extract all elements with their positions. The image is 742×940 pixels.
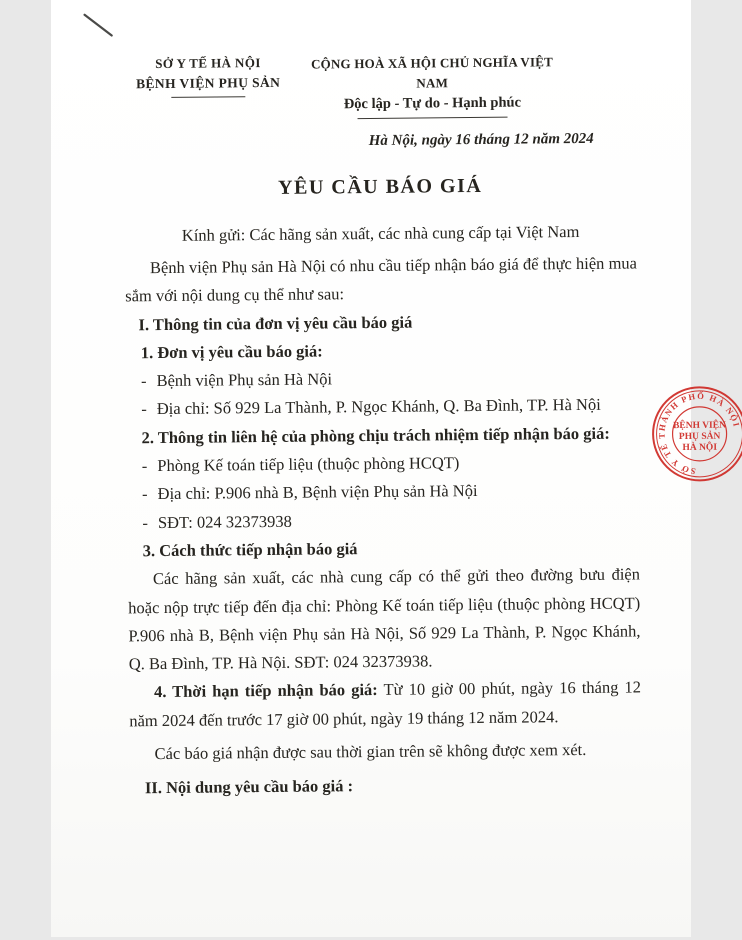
bullet-dash: - bbox=[141, 399, 147, 419]
national-title: CỘNG HOÀ XÃ HỘI CHỦ NGHĨA VIỆT NAM bbox=[310, 54, 554, 91]
list-item-text: Địa chỉ: P.906 nhà B, Bệnh viện Phụ sản Hà Nội bbox=[157, 481, 478, 504]
org-underline bbox=[171, 96, 245, 98]
sub-4-text: Từ 10 giờ 00 phút, ngày 16 tháng 12 năm 2024 đến trước 17 giờ 00 phút, ngày 19 tháng 12 năm 2024. bbox=[129, 677, 642, 731]
document-body bbox=[124, 171, 642, 803]
list-item bbox=[126, 391, 638, 424]
deadline-note: Các báo giá nhận được sau thời gian trên sẽ không được xem xét. bbox=[154, 739, 587, 764]
sub-2-heading: 2. Thông tin liên hệ của phòng chịu trách nhiệm tiếp nhận báo giá: bbox=[141, 423, 610, 447]
sub-4-paragraph bbox=[129, 674, 642, 736]
scan-tilt-wrapper bbox=[47, 0, 742, 940]
stamp-center-line2: PHỤ SẢN bbox=[678, 431, 721, 443]
sub-3-heading: 3. Cách thức tiếp nhận báo giá bbox=[142, 539, 358, 561]
section-1-heading: I. Thông tin của đơn vị yêu cầu báo giá bbox=[138, 312, 413, 334]
intro-paragraph: Bệnh viện Phụ sản Hà Nội có nhu cầu tiếp nhận báo giá để thực hiện mua sắm với nội dung cụ thể như sau: bbox=[125, 253, 638, 306]
date-place-line: Hà Nội, ngày 16 tháng 12 năm 2024 bbox=[368, 130, 594, 150]
pen-mark bbox=[75, 8, 125, 48]
issuing-org-block bbox=[88, 52, 328, 98]
sub-1-heading: 1. Đơn vị yêu cầu báo giá: bbox=[140, 341, 323, 363]
sub-3-paragraph: Các hãng sản xuất, các nhà cung cấp có thể gửi theo đường bưu điện hoặc nộp trực tiếp đến địa chỉ: Phòng Kế toán tiếp liệu (thuộc phòng HCQT) P.906 nhà B, Bệnh viện Phụ sản Hà Nội, Số 929 La Thành, P. Ngọc Khánh, Q. Ba Đình, TP. Hà Nội. SĐT: 024 32373938. bbox=[128, 564, 641, 674]
list-item-text: Phòng Kế toán tiếp liệu (thuộc phòng HCQT) bbox=[157, 453, 460, 476]
hospital-seal-stamp bbox=[644, 378, 742, 489]
bullet-dash: - bbox=[142, 484, 148, 504]
list-item-text: SĐT: 024 32373938 bbox=[157, 511, 292, 532]
bullet-dash: - bbox=[140, 371, 147, 391]
bullet-dash: - bbox=[142, 512, 148, 532]
stamp-center-line1: BỆNH VIỆN bbox=[673, 420, 726, 432]
document-title: YÊU CẦU BÁO GIÁ bbox=[278, 174, 483, 199]
stamp-center-line3: HÀ NỘI bbox=[682, 442, 718, 454]
stamp-ring-text: SỞ Y TẾ THÀNH PHỐ HÀ NỘI bbox=[656, 390, 742, 477]
list-item-text: Bệnh viện Phụ sản Hà Nội bbox=[156, 369, 333, 391]
bullet-dash: - bbox=[141, 456, 148, 476]
salutation-line: Kính gửi: Các hãng sản xuất, các nhà cung cấp tại Việt Nam bbox=[181, 221, 580, 245]
org-department: SỞ Y TẾ HÀ NỘI bbox=[155, 55, 261, 72]
list-item-text: Địa chỉ: Số 929 La Thành, P. Ngọc Khánh, Q. Ba Đình, TP. Hà Nội bbox=[156, 395, 601, 419]
sub-4-heading: 4. Thời hạn tiếp nhận báo giá: bbox=[153, 680, 378, 702]
national-motto-block bbox=[298, 52, 567, 120]
motto-underline bbox=[358, 117, 508, 119]
scanned-document-page bbox=[51, 0, 742, 937]
section-2-heading: II. Nội dung yêu cầu báo giá : bbox=[144, 776, 354, 798]
national-motto: Độc lập - Tự do - Hạnh phúc bbox=[343, 94, 522, 113]
org-hospital-name: BỆNH VIỆN PHỤ SẢN bbox=[136, 74, 281, 92]
